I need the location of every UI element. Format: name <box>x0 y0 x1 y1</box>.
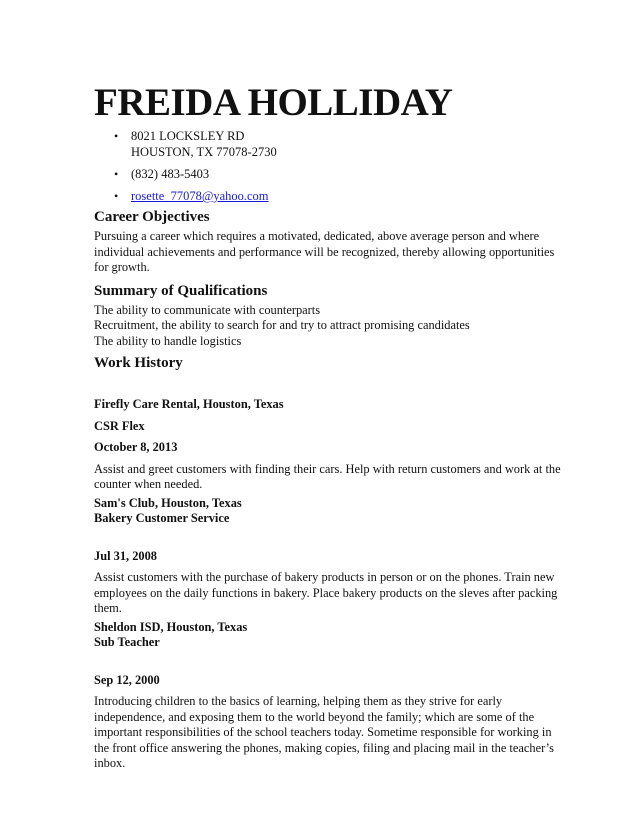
career-objectives-text: Pursuing a career which requires a motivated, dedicated, above average person and where individual achievements and performance will be recognized, thereby allowing opportunities for growth. <box>94 229 555 274</box>
contact-email <box>94 188 564 204</box>
work-history-heading: Work History <box>94 355 183 371</box>
contact-list <box>94 128 564 204</box>
job-description: Introducing children to the basics of learning, helping them as they strive for early independence, and exposing them to the world beyond the family; which are some of the important responsibilities of the school teachers today. Sometime responsible for working in the front office answering the phones, making copies, filing and placing mail in the teacher’s inbox. <box>94 694 554 770</box>
contact-address <box>94 128 564 160</box>
job-title: Bakery Customer Service <box>94 511 230 525</box>
career-objectives-heading: Career Objectives <box>94 209 210 225</box>
resume-name: FREIDA HOLLIDAY <box>94 81 453 124</box>
bullet-icon: • <box>114 189 119 203</box>
email-link[interactable]: rosette_77078@yahoo.com <box>131 189 269 203</box>
job-date: October 8, 2013 <box>94 440 178 454</box>
job-title: CSR Flex <box>94 418 145 433</box>
address-line-1: 8021 LOCKSLEY RD <box>131 129 245 143</box>
qualification-item: The ability to handle logistics <box>94 333 242 348</box>
bullet-icon: • <box>114 167 119 181</box>
qualifications-heading: Summary of Qualifications <box>94 282 268 299</box>
phone-number: (832) 483-5403 <box>131 167 210 181</box>
qualifications-list <box>94 303 564 350</box>
job-entry <box>94 496 564 617</box>
job-employer: Sheldon ISD, Houston, Texas <box>94 619 248 634</box>
job-date: Sep 12, 2000 <box>94 672 160 687</box>
job-employer: Firefly Care Rental, Houston, Texas <box>94 397 284 411</box>
bullet-icon: • <box>114 129 119 143</box>
job-employer: Sam's Club, Houston, Texas <box>94 495 242 510</box>
job-entry <box>94 397 564 493</box>
contact-phone <box>94 166 564 182</box>
job-entry <box>94 620 564 772</box>
job-date: Jul 31, 2008 <box>94 548 157 563</box>
job-description: Assist customers with the purchase of bakery products in person or on the phones. Train new employees on the daily functions in bakery. Place bakery products on the sleves after packing them. <box>94 570 558 615</box>
address-line-2: HOUSTON, TX 77078-2730 <box>131 145 277 159</box>
qualification-item: The ability to communicate with counterparts <box>94 302 321 317</box>
qualification-item: Recruitment, the ability to search for and try to attract promising candidates <box>94 318 470 332</box>
job-title: Sub Teacher <box>94 635 160 649</box>
job-description: Assist and greet customers with finding their cars. Help with return customers and work at the counter when needed. <box>94 461 561 491</box>
resume-document <box>94 80 564 772</box>
